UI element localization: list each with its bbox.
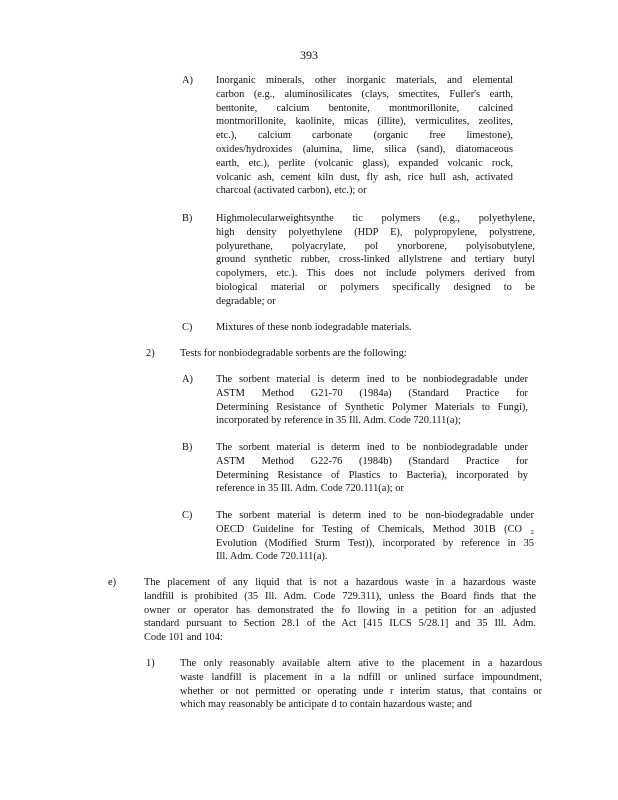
item-label: 2): [146, 348, 155, 359]
text-line: whether or not permitted or operating unde r interim status, that contains or: [180, 685, 542, 697]
text-line: etc.), calcium carbonate (organic free limestone),: [216, 130, 513, 142]
page-number: 393: [300, 48, 318, 62]
item-text: [144, 576, 536, 645]
item-label: A): [182, 374, 193, 385]
item-text: [180, 657, 542, 712]
text-line: which may reasonably be anticipate d to contain hazardous waste; and: [180, 699, 472, 711]
text-line: Ill. Adm. Code 720.111(a).: [216, 551, 328, 563]
text-line: reference in 35 Ill. Adm. Code 720.111(a); or: [216, 483, 404, 495]
text-line: carbon (e.g., aluminosilicates (clays, smectites, Fuller's earth,: [216, 88, 513, 100]
text-line: standard pursuant to Section 28.1 of the Act [415 ILCS 5/28.1] and 35 Ill. Adm.: [144, 618, 536, 630]
text-line: earth, etc.), perlite (volcanic glass), expanded volcanic rock,: [216, 157, 513, 169]
text-line: oxides/hydroxides (alumina, lime, silica (sand), diatomaceous: [216, 143, 513, 155]
text-line: montmorillonite, kaolinite, micas (illite), vermiculites, zeolites,: [216, 116, 513, 128]
text-line: The only reasonably available altern ative to the placement in a hazardous: [180, 658, 542, 669]
text-line: The sorbent material is determ ined to be nonbiodegradable under: [216, 374, 528, 385]
item-label: C): [182, 322, 193, 333]
text-line: charcoal (activated carbon), etc.); or: [216, 185, 367, 197]
item-label: e): [108, 577, 117, 588]
item-text: [216, 212, 535, 309]
text-line: ground synthetic rubber, cross-linked allylstrene and tertiary butyl: [216, 254, 535, 266]
text-line: Determining Resistance of Plastics to Bacteria), incorporated by: [216, 469, 528, 481]
text-line: OECD Guideline for Testing of Chemicals, Method 301B (CO ₂: [216, 523, 534, 535]
text-line: incorporated by reference in 35 Ill. Adm. Code 720.111(a);: [216, 415, 461, 427]
text-line: The sorbent material is determ ined to be nonbiodegradable under: [216, 442, 528, 453]
text-line: high density polyethylene (HDP E), polypropylene, polystrene,: [216, 226, 535, 238]
text-line: Evolution (Modified Sturm Test)), incorporated by reference in 35: [216, 537, 534, 549]
text-line: The placement of any liquid that is not a hazardous waste in a hazardous waste: [144, 577, 536, 588]
item-text: [216, 321, 456, 335]
text-line: Code 101 and 104:: [144, 632, 223, 644]
text-line: Mixtures of these nonb iodegradable materials.: [216, 322, 412, 333]
item-text: [216, 441, 528, 496]
text-line: The sorbent material is determ ined to be non-biodegradable under: [216, 510, 534, 521]
item-text: [216, 74, 513, 198]
text-line: Tests for nonbiodegradable sorbents are the following:: [180, 348, 407, 359]
text-line: bentonite, calcium bentonite, montmorillonite, calcined: [216, 102, 513, 114]
text-line: Highmolecularweightsynthe tic polymers (e.g., polyethylene,: [216, 213, 535, 224]
text-line: copolymers, etc.). This does not include polymers derived from: [216, 268, 535, 280]
item-text: [180, 347, 500, 361]
text-line: ASTM Method G22-76 (1984b) (Standard Practice for: [216, 455, 528, 467]
text-line: polyurethane, polyacrylate, pol ynorborene, polyisobutylene,: [216, 240, 535, 252]
item-text: [216, 509, 534, 564]
text-line: Determining Resistance of Synthetic Polymer Materials to Fungi),: [216, 401, 528, 413]
item-text: [216, 373, 528, 428]
item-label: 1): [146, 658, 155, 669]
item-label: A): [182, 75, 193, 86]
item-label: B): [182, 442, 193, 453]
text-line: Inorganic minerals, other inorganic materials, and elemental: [216, 75, 513, 86]
text-line: ASTM Method G21-70 (1984a) (Standard Practice for: [216, 387, 528, 399]
text-line: degradable; or: [216, 295, 276, 307]
text-line: owner or operator has demonstrated the fo llowing in a petition for an adjusted: [144, 604, 536, 616]
text-line: volcanic ash, cement kiln dust, fly ash, rice hull ash, activated: [216, 171, 513, 183]
item-label: B): [182, 213, 193, 224]
item-label: C): [182, 510, 193, 521]
text-line: waste landfill is placement in a la ndfill or unlined surface impoundment,: [180, 671, 542, 683]
text-line: landfill is prohibited (35 Ill. Adm. Code 729.311), unless the Board finds that the: [144, 590, 536, 602]
text-line: biological material or polymers specifically designed to be: [216, 281, 535, 293]
